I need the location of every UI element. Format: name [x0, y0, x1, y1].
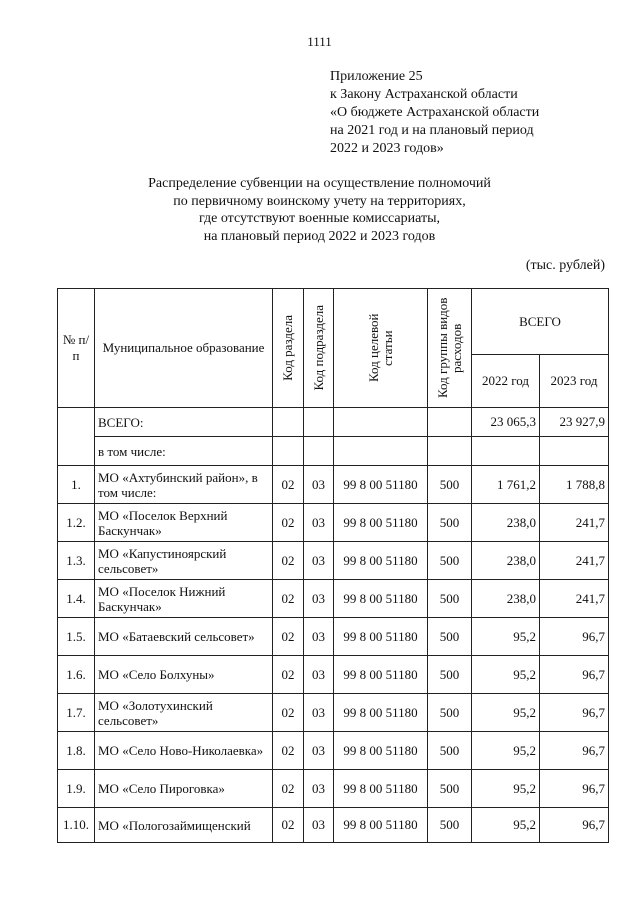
- appendix-block: [330, 68, 539, 158]
- cell-value-2023: 1 788,8: [540, 466, 609, 504]
- title-line: Распределение субвенции на осуществление полномочий: [148, 176, 491, 191]
- cell-section-code: 02: [273, 808, 304, 843]
- cell-value-2023: 96,7: [540, 770, 609, 808]
- cell-expense-group-code: 500: [428, 694, 472, 732]
- title-line: на плановый период 2022 и 2023 годов: [203, 228, 436, 244]
- cell-expense-group-code: 500: [428, 504, 472, 542]
- cell-empty: [428, 408, 472, 437]
- appendix-line: к Закону Астраханской области: [330, 87, 518, 102]
- cell-empty: [334, 408, 428, 437]
- cell-empty: [472, 437, 540, 466]
- cell-subsection-code: 03: [304, 618, 334, 656]
- header-subsection-code-text: Код подраздела: [310, 305, 326, 391]
- cell-value-2023: 96,7: [540, 808, 609, 843]
- cell-num: 1.7.: [58, 694, 95, 732]
- cell-num: 1.3.: [58, 542, 95, 580]
- cell-subsection-code: 03: [304, 542, 334, 580]
- cell-empty: [273, 408, 304, 437]
- cell-target-code: 99 8 00 51180: [334, 504, 428, 542]
- cell-target-code: 99 8 00 51180: [334, 466, 428, 504]
- cell-expense-group-code: 500: [428, 466, 472, 504]
- table-row: [58, 580, 609, 618]
- cell-name: МО «Ахтубинский район», в том числе:: [95, 466, 273, 504]
- cell-expense-group-code: 500: [428, 770, 472, 808]
- table-row: [58, 770, 609, 808]
- cell-subsection-code: 03: [304, 656, 334, 694]
- cell-empty: [304, 408, 334, 437]
- appendix-line: Приложение 25: [330, 69, 423, 84]
- cell-value-2022: 23 065,3: [472, 408, 540, 437]
- cell-value-2022: 95,2: [472, 770, 540, 808]
- table-row: [58, 542, 609, 580]
- cell-subsection-code: 03: [304, 808, 334, 843]
- cell-num: 1.5.: [58, 618, 95, 656]
- cell-value-2022: 238,0: [472, 504, 540, 542]
- cell-value-2023: 96,7: [540, 656, 609, 694]
- cell-num: 1.4.: [58, 580, 95, 618]
- header-target-code: [334, 289, 428, 408]
- cell-value-2022: 95,2: [472, 694, 540, 732]
- appendix-line: на 2021 год и на плановый период: [330, 123, 534, 138]
- cell-num: 1.10.: [58, 808, 95, 843]
- table-row: [58, 808, 609, 843]
- cell-section-code: 02: [273, 542, 304, 580]
- cell-section-code: 02: [273, 504, 304, 542]
- header-section-code-text: Код раздела: [280, 315, 295, 381]
- cell-subsection-code: 03: [304, 770, 334, 808]
- cell-value-2022: 238,0: [472, 580, 540, 618]
- table-row: [58, 504, 609, 542]
- cell-expense-group-code: 500: [428, 542, 472, 580]
- cell-section-code: 02: [273, 656, 304, 694]
- cell-value-2022: 1 761,2: [472, 466, 540, 504]
- cell-empty: [334, 437, 428, 466]
- cell-target-code: 99 8 00 51180: [334, 732, 428, 770]
- header-expense-group-code: [428, 289, 472, 408]
- cell-subsection-code: 03: [304, 504, 334, 542]
- header-section-code: [273, 289, 304, 408]
- cell-name: МО «Пологозаймищенский: [95, 808, 273, 843]
- cell-num: 1.6.: [58, 656, 95, 694]
- cell-empty: [58, 408, 95, 466]
- cell-expense-group-code: 500: [428, 580, 472, 618]
- cell-value-2023: 96,7: [540, 618, 609, 656]
- title-line: по первичному воинскому учету на территориях,: [173, 193, 466, 209]
- cell-name: МО «Село Пироговка»: [95, 770, 273, 808]
- cell-empty: [428, 437, 472, 466]
- cell-target-code: 99 8 00 51180: [334, 808, 428, 843]
- cell-value-2022: 95,2: [472, 808, 540, 843]
- cell-target-code: 99 8 00 51180: [334, 770, 428, 808]
- cell-section-code: 02: [273, 618, 304, 656]
- header-total: ВСЕГО: [472, 289, 609, 355]
- cell-section-code: 02: [273, 580, 304, 618]
- document-title: [0, 175, 639, 245]
- cell-subsection-code: 03: [304, 466, 334, 504]
- cell-value-2023: 96,7: [540, 732, 609, 770]
- table-row: [58, 694, 609, 732]
- header-subsection-code: [304, 289, 334, 408]
- header-municipality: Муниципальное образование: [95, 289, 273, 408]
- cell-value-2023: 241,7: [540, 504, 609, 542]
- appendix-line: «О бюджете Астраханской области: [330, 105, 540, 120]
- page-number: 1111: [307, 34, 332, 49]
- cell-subsection-code: 03: [304, 694, 334, 732]
- cell-value-2022: 95,2: [472, 618, 540, 656]
- cell-target-code: 99 8 00 51180: [334, 542, 428, 580]
- cell-target-code: 99 8 00 51180: [334, 580, 428, 618]
- cell-target-code: 99 8 00 51180: [334, 694, 428, 732]
- cell-section-code: 02: [273, 770, 304, 808]
- cell-expense-group-code: 500: [428, 732, 472, 770]
- title-line: где отсутствуют военные комиссариаты,: [198, 211, 441, 226]
- cell-value-2022: 95,2: [472, 656, 540, 694]
- cell-value-2023: 96,7: [540, 694, 609, 732]
- cell-name: МО «Село Ново-Николаевка»: [95, 732, 273, 770]
- header-num: № п/п: [58, 289, 95, 408]
- header-expense-group-code-text: Код группы видов расходов: [434, 297, 464, 399]
- cell-num: 1.2.: [58, 504, 95, 542]
- cell-name: МО «Поселок Верхний Баскунчак»: [95, 504, 273, 542]
- table-row: [58, 466, 609, 504]
- cell-value-2022: 238,0: [472, 542, 540, 580]
- cell-num: 1.9.: [58, 770, 95, 808]
- cell-value-2023: 241,7: [540, 580, 609, 618]
- cell-section-code: 02: [273, 694, 304, 732]
- cell-name: МО «Капустиноярский сельсовет»: [95, 542, 273, 580]
- header-year-2023: 2023 год: [540, 355, 609, 408]
- budget-table: [57, 288, 609, 843]
- cell-expense-group-code: 500: [428, 656, 472, 694]
- units-label: (тыс. рублей): [525, 258, 605, 273]
- table-row: [58, 618, 609, 656]
- cell-target-code: 99 8 00 51180: [334, 618, 428, 656]
- cell-empty: [273, 437, 304, 466]
- cell-name: МО «Золотухинский сельсовет»: [95, 694, 273, 732]
- cell-expense-group-code: 500: [428, 618, 472, 656]
- table-row-total: [58, 408, 609, 437]
- table-row-including: [58, 437, 609, 466]
- cell-name: МО «Поселок Нижний Баскунчак»: [95, 580, 273, 618]
- cell-num: 1.8.: [58, 732, 95, 770]
- cell-expense-group-code: 500: [428, 808, 472, 843]
- cell-empty: [304, 437, 334, 466]
- cell-name: МО «Батаевский сельсовет»: [95, 618, 273, 656]
- cell-target-code: 99 8 00 51180: [334, 656, 428, 694]
- cell-empty: [540, 437, 609, 466]
- cell-num: 1.: [58, 466, 95, 504]
- header-year-2022: 2022 год: [472, 355, 540, 408]
- cell-subsection-code: 03: [304, 732, 334, 770]
- cell-section-code: 02: [273, 466, 304, 504]
- header-target-code-text: Код целевой статьи: [365, 313, 395, 383]
- cell-name: ВСЕГО:: [95, 408, 273, 437]
- cell-value-2022: 95,2: [472, 732, 540, 770]
- cell-name: МО «Село Болхуны»: [95, 656, 273, 694]
- table-row: [58, 656, 609, 694]
- cell-value-2023: 23 927,9: [540, 408, 609, 437]
- appendix-line: 2022 и 2023 годов»: [330, 141, 444, 156]
- cell-section-code: 02: [273, 732, 304, 770]
- cell-name: в том числе:: [95, 437, 273, 466]
- table-row: [58, 732, 609, 770]
- cell-subsection-code: 03: [304, 580, 334, 618]
- cell-value-2023: 241,7: [540, 542, 609, 580]
